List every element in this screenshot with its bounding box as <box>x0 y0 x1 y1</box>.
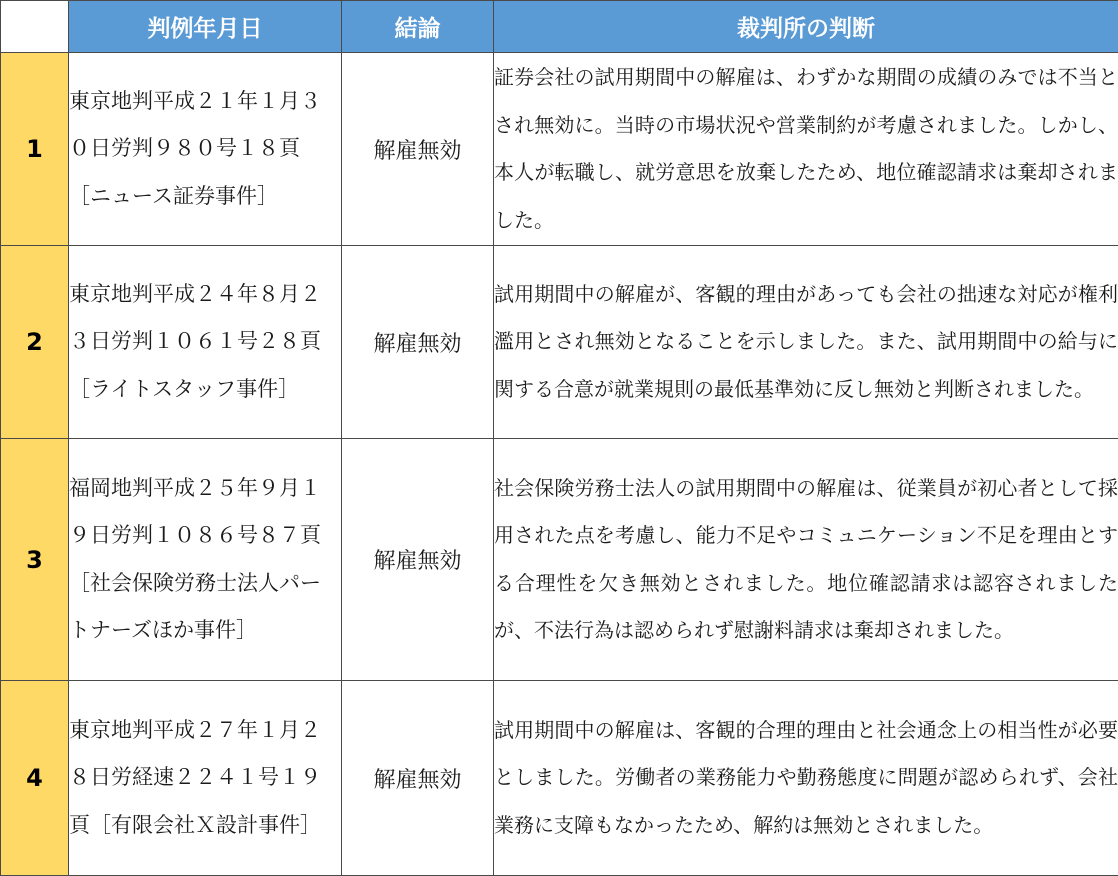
header-row <box>1 1 1118 53</box>
case-citation: 東京地判平成２４年８月２３日労判１０６１号２８頁［ライトスタッフ事件］ <box>69 246 342 439</box>
conclusion-cell: 解雇無効 <box>342 53 494 246</box>
decision-cell: 社会保険労務士法人の試用期間中の解雇は、従業員が初心者として採用された点を考慮し、能力不足やコミュニケーション不足を理由とする合理性を欠き無効とされました。地位確認請求は認容されましたが、不法行為は認められず慰謝料請求は棄却されました。 <box>494 439 1118 681</box>
decision-cell: 試用期間中の解雇は、客観的合理的理由と社会通念上の相当性が必要としました。労働者の業務能力や勤務態度に問題が認められず、会社業務に支障もなかったため、解約は無効とされました。 <box>494 681 1118 876</box>
header-court-decision: 裁判所の判断 <box>494 1 1118 53</box>
table-row <box>1 53 1118 246</box>
case-citation: 東京地判平成２１年１月３０日労判９８０号１８頁［ニュース証券事件］ <box>69 53 342 246</box>
table-row <box>1 439 1118 681</box>
case-citation: 福岡地判平成２５年９月１９日労判１０８６号８７頁［社会保険労務士法人パートナーズほか事件］ <box>69 439 342 681</box>
row-number: 4 <box>1 681 69 876</box>
table-row <box>1 681 1118 876</box>
case-citation: 東京地判平成２７年１月２８日労経速２２４１号１９頁［有限会社Ｘ設計事件］ <box>69 681 342 876</box>
decision-cell: 証券会社の試用期間中の解雇は、わずかな期間の成績のみでは不当とされ無効に。当時の市場状況や営業制約が考慮されました。しかし、本人が転職し、就労意思を放棄したため、地位確認請求は棄却されました。 <box>494 53 1118 246</box>
conclusion-cell: 解雇無効 <box>342 439 494 681</box>
header-corner-cell <box>1 1 69 53</box>
row-number: 3 <box>1 439 69 681</box>
table-row <box>1 246 1118 439</box>
conclusion-cell: 解雇無効 <box>342 681 494 876</box>
decision-cell: 試用期間中の解雇が、客観的理由があっても会社の拙速な対応が権利濫用とされ無効となることを示しました。また、試用期間中の給与に関する合意が就業規則の最低基準効に反し無効と判断されました。 <box>494 246 1118 439</box>
row-number: 2 <box>1 246 69 439</box>
conclusion-cell: 解雇無効 <box>342 246 494 439</box>
row-number: 1 <box>1 53 69 246</box>
header-conclusion: 結論 <box>342 1 494 53</box>
header-case-date: 判例年月日 <box>69 1 342 53</box>
